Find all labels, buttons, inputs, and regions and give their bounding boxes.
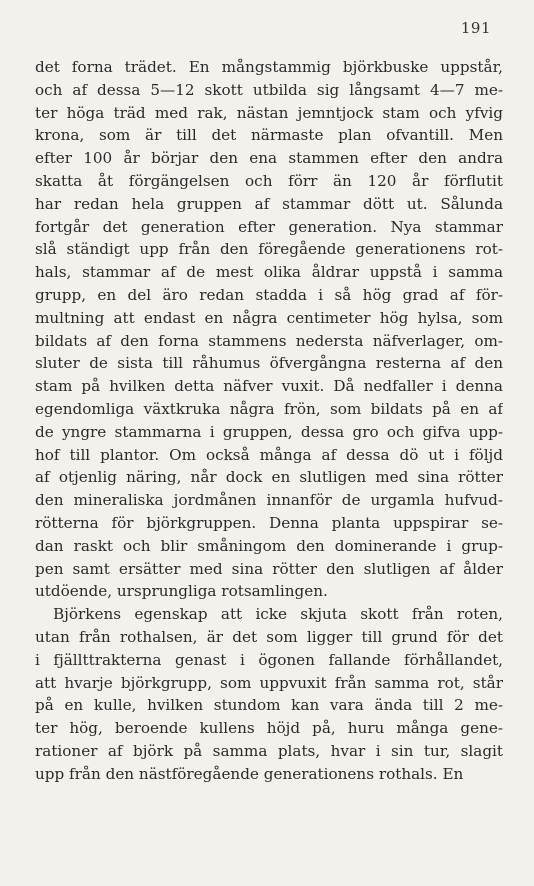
- text-line: den mineraliska jordmånen innanför de urgamla hufvud-: [35, 491, 503, 510]
- text-line: på en kulle, hvilken stundom kan vara ända till 2 me-: [35, 696, 503, 715]
- text-line: ter höga träd med rak, nästan jemntjock stam och yfvig: [35, 103, 503, 122]
- text-line: sluter de sista till råhumus öfvergångna resterna af den: [35, 354, 503, 373]
- text-line: rationer af björk på samma plats, hvar i sin tur, slagit: [35, 741, 503, 760]
- text-line: egendomliga växtkruka några frön, som bildats på en af: [35, 399, 503, 418]
- text-line: af otjenlig näring, når dock en slutligen med sina rötter: [35, 468, 503, 487]
- text-line: efter 100 år börjar den ena stammen efter den andra: [35, 149, 503, 168]
- text-line: skatta åt förgängelsen och förr än 120 år förflutit: [35, 171, 503, 190]
- text-line: ter hög, beroende kullens höjd på, huru många gene-: [35, 719, 503, 738]
- text-line: i fjällttrakterna genast i ögonen fallande förhållandet,: [35, 650, 503, 669]
- text-line: rötterna för björkgruppen. Denna planta uppspirar se-: [35, 513, 503, 532]
- text-line: dan raskt och blir småningom den dominerande i grup-: [35, 536, 503, 555]
- text-line: fortgår det generation efter generation. Nya stammar: [35, 217, 503, 236]
- page-number: 191: [460, 19, 491, 37]
- text-line: utdöende, ursprungliga rotsamlingen.: [35, 582, 328, 601]
- text-line: multning att endast en några centimeter hög hylsa, som: [35, 308, 503, 327]
- text-line: utan från rothalsen, är det som ligger till grund för det: [35, 627, 503, 646]
- text-line: pen samt ersätter med sina rötter den slutligen af ålder: [35, 559, 503, 578]
- text-line: hals, stammar af de mest olika åldrar uppstå i samma: [35, 263, 503, 282]
- text-line: stam på hvilken detta näfver vuxit. Då nedfaller i denna: [35, 377, 503, 396]
- text-line: upp från den nästföregående generationens rothals. En: [35, 764, 464, 783]
- text-line: de yngre stammarna i gruppen, dessa gro och gifva upp-: [35, 422, 503, 441]
- text-line: det forna trädet. En mångstammig björkbuske uppstår,: [35, 58, 503, 76]
- text-line: bildats af den forna stammens nedersta näfverlager, om-: [35, 331, 503, 350]
- text-line: hof till plantor. Om också många af dessa dö ut i följd: [35, 445, 503, 464]
- text-line: slå ständigt upp från den föregående generationens rot-: [35, 240, 503, 259]
- text-line: Björkens egenskap att icke skjuta skott från roten,: [53, 605, 503, 624]
- paragraph: [35, 603, 503, 785]
- text-line: att hvarje björkgrupp, som uppvuxit från samma rot, står: [35, 673, 503, 692]
- paragraph: [35, 56, 503, 603]
- text-line: och af dessa 5—12 skott utbilda sig långsamt 4—7 me-: [35, 80, 503, 99]
- text-line: krona, som är till det närmaste plan ofvantill. Men: [35, 126, 503, 145]
- text-line: har redan hela gruppen af stammar dött ut. Sålunda: [35, 194, 503, 213]
- text-line: grupp, en del äro redan stadda i så hög grad af för-: [35, 285, 503, 304]
- body-text: [35, 56, 503, 786]
